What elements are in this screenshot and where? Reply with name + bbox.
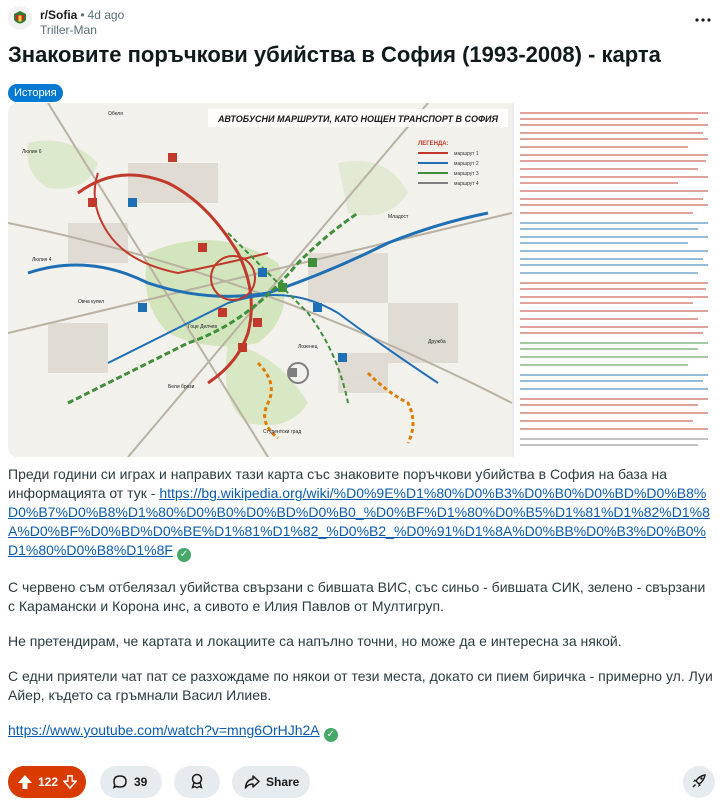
legend-item-1: маршрут 1 xyxy=(454,151,479,157)
body-paragraph-5 xyxy=(8,721,715,742)
verified-check-icon: ✓ xyxy=(177,548,191,562)
district-label: Обеля xyxy=(108,111,123,117)
body-text-1: Преди години си играх и направих тази карта със знаковите поръчкови убийства в София на база на информацията от тук - xyxy=(8,466,667,501)
award-button[interactable] xyxy=(174,766,220,798)
body-paragraph-4: С едни приятели чат пат се разхождаме по някои от тези места, докато си пием биричка - примерно ул. Луи Айер, където са гръмнали Васил Илиев. xyxy=(8,668,713,703)
subreddit-avatar[interactable] xyxy=(8,6,32,30)
district-label: Бели брези xyxy=(168,384,195,390)
post-author[interactable]: Triller-Man xyxy=(40,23,97,37)
district-label: Гоце Делчев xyxy=(188,324,217,330)
district-label: Дружба xyxy=(428,339,446,345)
post-action-bar xyxy=(8,766,715,798)
vote-control xyxy=(8,766,86,798)
wikipedia-link[interactable]: https://bg.wikipedia.org/wiki/%D0%9E%D1%80%D0%B3%D0%B0%D0%BD%D0%B8%D0%B7%D0%B8%D1%80%D0%B0%D0%BD%D0%B0_%D0%BF%D1%80%D0%B5%D1%81%D1%82%D1%8A%D0%BF%D0%BD%D0%BE%D1%81%D1%82_%D0%B2_%D0%91%D1%8A%D0%BB%D0%B3%D0%B0%D1%80%D0%B8%D1%8F xyxy=(8,485,710,558)
post-meta xyxy=(40,8,124,22)
body-paragraph-3: Не претендирам, че картата и локациите са напълно точни, но може да е интересна за някой. xyxy=(8,633,622,649)
comments-count: 39 xyxy=(134,775,148,789)
comment-bubble-icon xyxy=(112,774,128,790)
upvote-button[interactable] xyxy=(12,766,38,798)
verified-check-icon: ✓ xyxy=(324,728,338,742)
map-heading: АВТОБУСНИ МАРШРУТИ, КАТО НОЩЕН ТРАНСПОРТ В СОФИЯ xyxy=(217,114,499,124)
district-label: Овча купел xyxy=(78,299,105,305)
more-dots-icon xyxy=(695,9,711,27)
downvote-arrow-icon xyxy=(63,775,77,789)
downvote-button[interactable] xyxy=(58,766,82,798)
post-body xyxy=(8,465,715,758)
post-image[interactable] xyxy=(8,103,715,457)
share-button[interactable] xyxy=(232,766,310,798)
legend-title: ЛЕГЕНДА: xyxy=(418,141,449,147)
award-ribbon-icon xyxy=(189,773,205,792)
upvote-count: 122 xyxy=(37,775,59,789)
post-title[interactable]: Знаковите поръчкови убийства в София (1993-2008) - карта xyxy=(8,42,661,67)
district-label: Лозенец xyxy=(298,344,318,350)
comments-button[interactable] xyxy=(100,766,162,798)
more-options-button[interactable] xyxy=(693,8,713,28)
district-label: Люлин 4 xyxy=(32,257,52,263)
body-paragraph-2: С червено съм отбелязал убийства свързани с бившата ВИС, със синьо - бившата СИК, зелено - свързани с Карамански и Корона инс, а сивото е Илия Павлов от Мултигруп. xyxy=(8,579,706,614)
legend-item-2: маршрут 2 xyxy=(454,161,479,167)
post-header xyxy=(8,4,715,38)
boost-button[interactable] xyxy=(683,766,715,798)
post-flair[interactable]: История xyxy=(8,84,63,102)
share-arrow-icon xyxy=(244,774,260,790)
legend-item-4: маршрут 4 xyxy=(454,181,479,187)
district-label: Студентски град xyxy=(263,429,302,435)
district-label: Люлин 6 xyxy=(22,149,42,155)
legend-item-3: маршрут 3 xyxy=(454,171,479,177)
district-label: Младост xyxy=(388,214,409,220)
body-paragraph-1 xyxy=(8,465,715,562)
meta-separator: • xyxy=(80,8,85,22)
rocket-icon xyxy=(691,773,707,792)
youtube-link[interactable]: https://www.youtube.com/watch?v=mng6OrHJh2A xyxy=(8,722,320,738)
share-label: Share xyxy=(266,775,300,789)
subreddit-name[interactable]: r/Sofia xyxy=(40,8,78,22)
upvote-arrow-icon xyxy=(17,774,33,790)
post-age: 4d ago xyxy=(87,8,125,22)
